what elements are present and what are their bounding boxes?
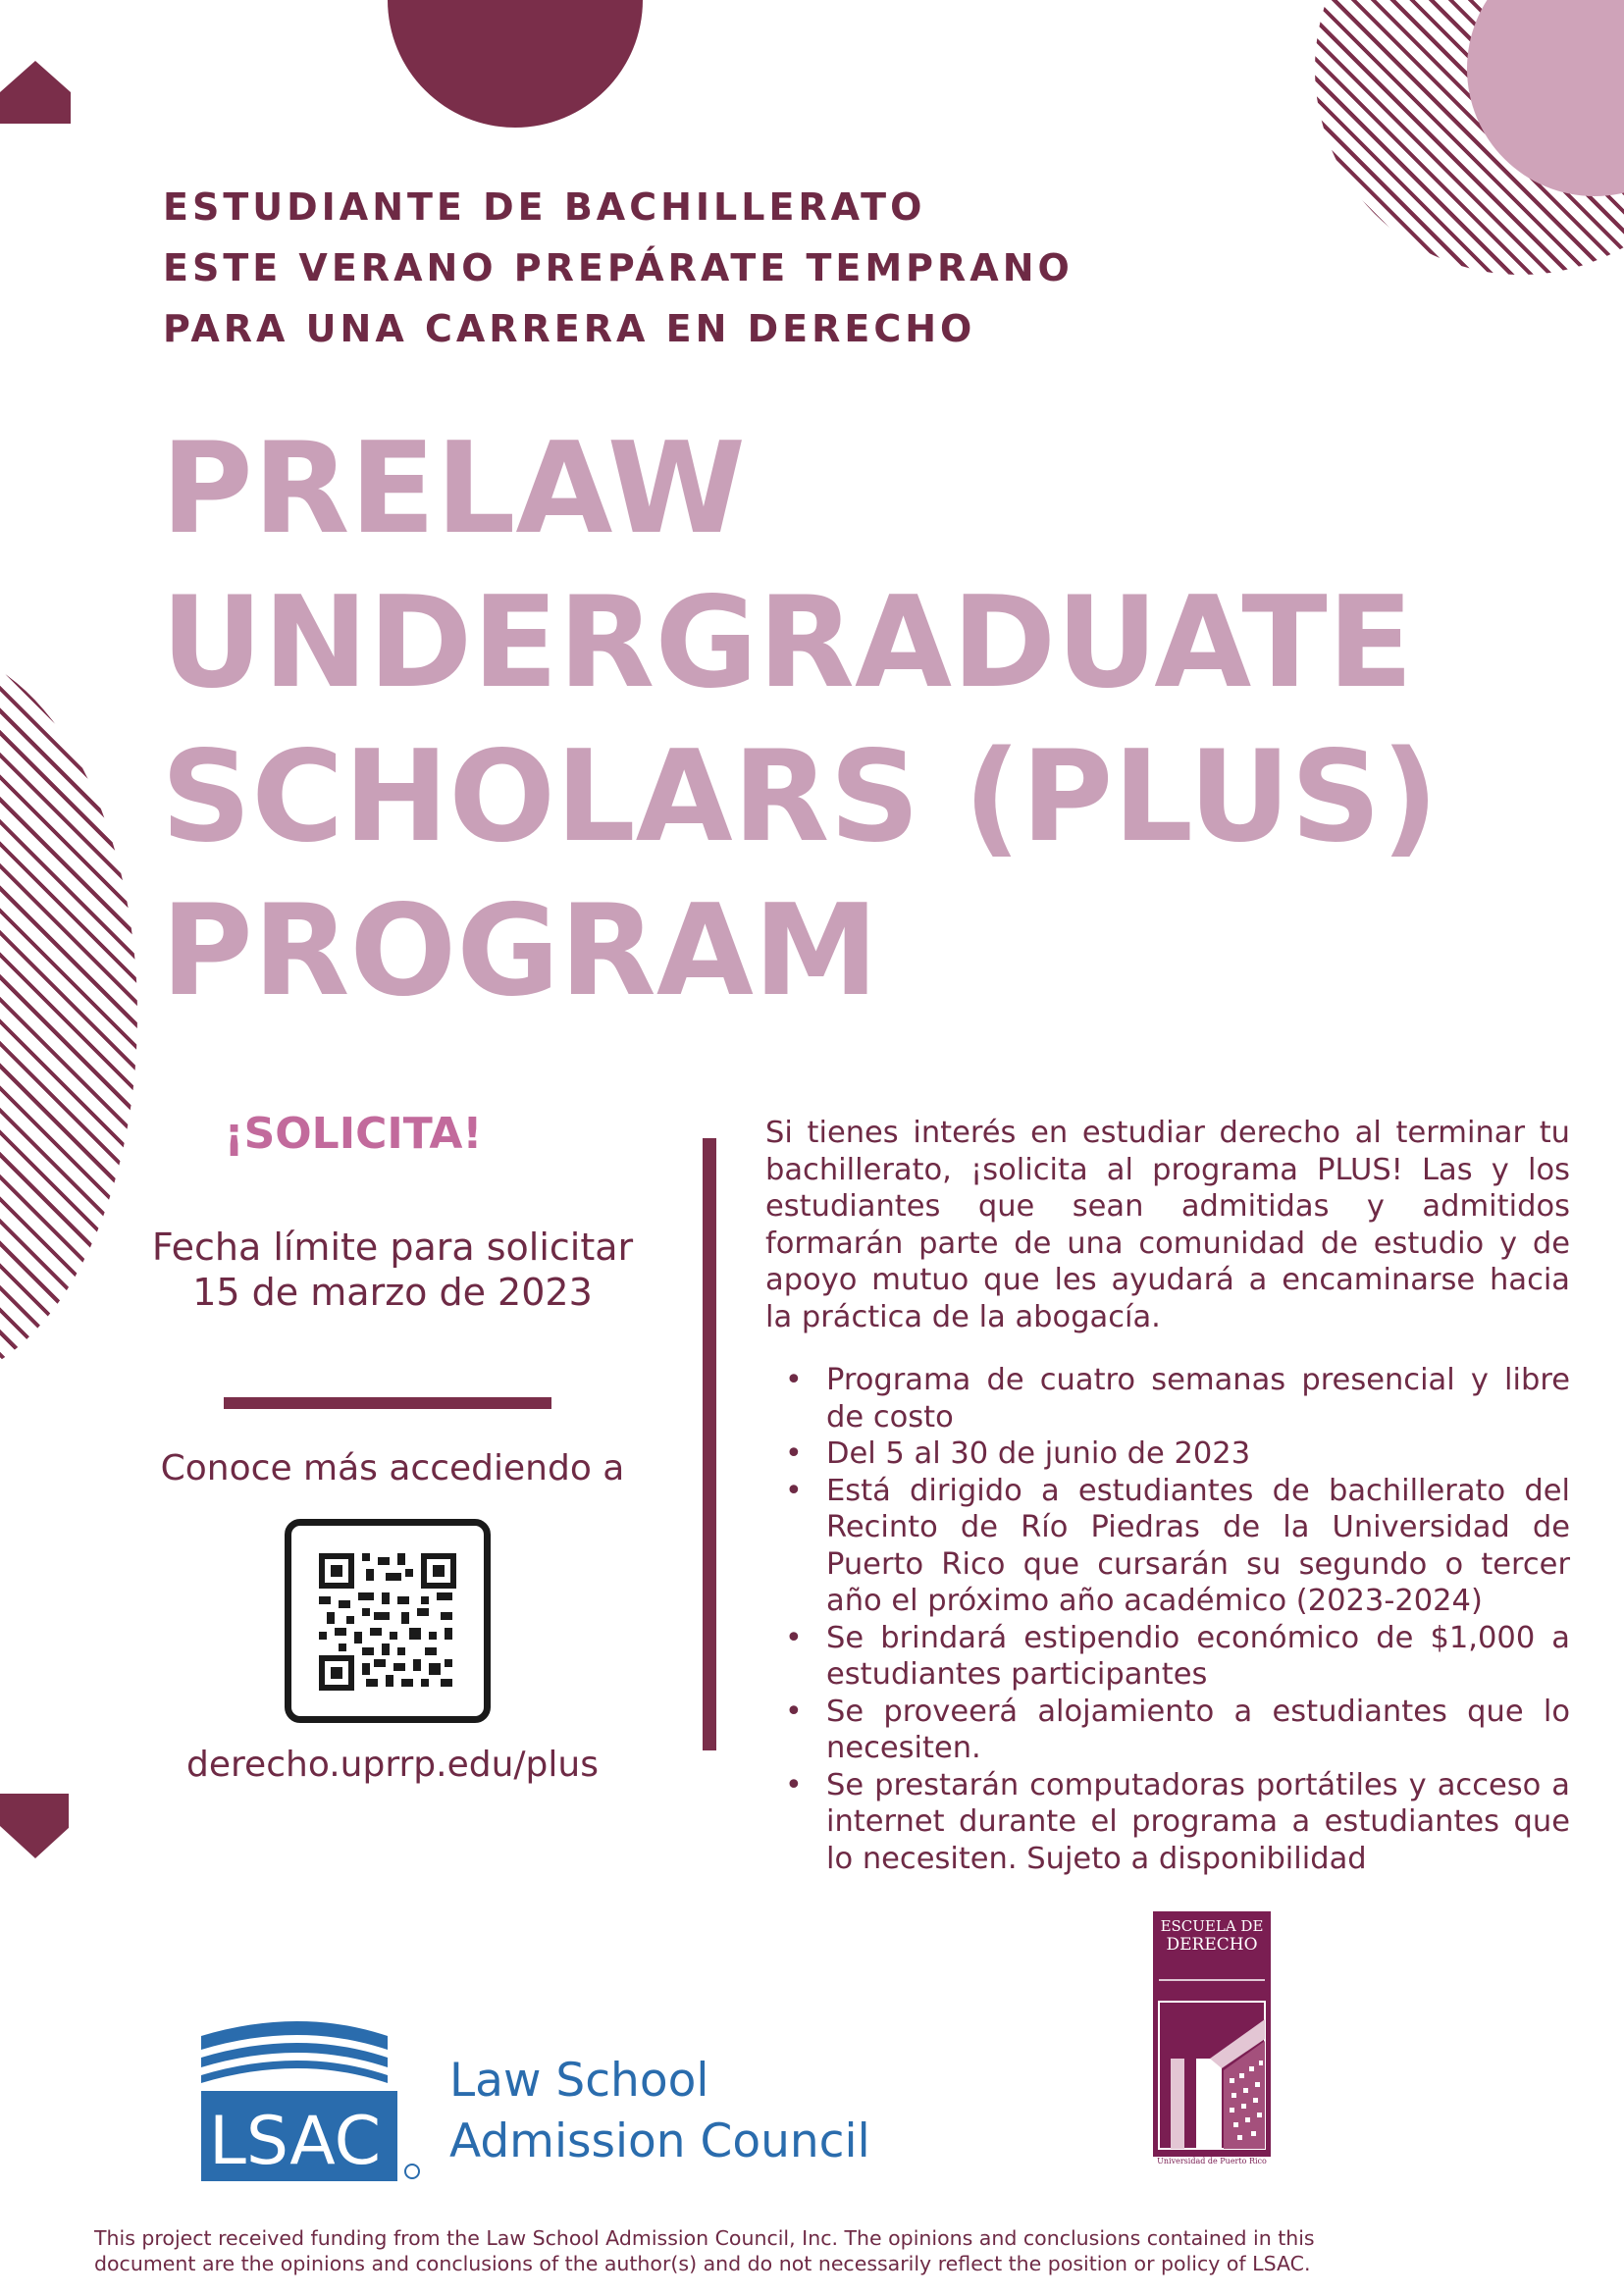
upr-law-school-logo <box>1153 1911 1271 2171</box>
learn-more-text: Conoce más accediendo a <box>160 1448 625 1488</box>
list-item: • Está dirigido a estudiantes de bachillerato del Recinto de Río Piedras de la Universidad de Puerto Rico que cursarán su segundo o tercer año el próximo año académico (2023-2024) <box>826 1473 1570 1620</box>
divider <box>224 1397 551 1409</box>
lsac-name <box>449 2051 870 2172</box>
disclaimer-line: This project received funding from the Law School Admission Council, Inc. The opinions and conclusions contained in this <box>94 2226 1315 2250</box>
list-item: • Se brindará estipendio económico de $1,000 a estudiantes participantes <box>826 1620 1570 1694</box>
list-item: • Se prestarán computadoras portátiles y acceso a internet durante el programa a estudiantes que lo necesiten. Sujeto a disponibilidad <box>826 1767 1570 1878</box>
vertical-divider <box>703 1138 716 1750</box>
upr-logo-line2: DERECHO <box>1166 1935 1258 1955</box>
benefits-list <box>765 1362 1570 1877</box>
upr-logo-caption: Universidad de Puerto Rico <box>1157 2157 1267 2166</box>
website-link[interactable]: derecho.uprrp.edu/plus <box>186 1745 599 1785</box>
lsac-name-line: Admission Council <box>449 2114 870 2168</box>
subheadline-line: ESTUDIANTE DE BACHILLERATO <box>163 185 926 229</box>
decorative-half-circle <box>388 0 643 128</box>
lsac-name-line: Law School <box>449 2054 709 2108</box>
apply-heading: ¡SOLICITA! <box>224 1109 483 1159</box>
deadline <box>108 1225 677 1315</box>
subheadline-line: PARA UNA CARRERA EN DERECHO <box>163 307 976 350</box>
list-item: • Se proveerá alojamiento a estudiantes que lo necesiten. <box>826 1694 1570 1767</box>
qr-code-icon <box>319 1553 456 1691</box>
title-line: SCHOLARS (PLUS) <box>161 724 1439 870</box>
intro-paragraph: Si tienes interés en estudiar derecho al terminar tu bachillerato, ¡solicita al programa PLUS! Las y los estudiantes que sean admitidas y admitidos formarán parte de una comunidad de estudio y de apoyo mutuo que les ayudará a encaminarse hacia la práctica de la abogacía. <box>765 1116 1570 1334</box>
title-line: UNDERGRADUATE <box>161 570 1414 716</box>
lsac-arches-icon <box>201 2007 427 2183</box>
deadline-date: 15 de marzo de 2023 <box>192 1271 593 1314</box>
title-line: PROGRAM <box>161 878 879 1024</box>
title-line: PRELAW <box>161 416 746 562</box>
upr-logo-line1: ESCUELA DE <box>1160 1917 1264 1935</box>
list-item: • Del 5 al 30 de junio de 2023 <box>826 1435 1570 1473</box>
qr-code[interactable] <box>285 1519 491 1723</box>
decorative-triangle-bottom <box>0 1794 69 1858</box>
decorative-triangle-top <box>0 61 71 124</box>
list-item: • Programa de cuatro semanas presencial y libre de costo <box>826 1362 1570 1435</box>
subheadline-line: ESTE VERANO PREPÁRATE TEMPRANO <box>163 246 1074 289</box>
lsac-mark: LSAC <box>209 2103 382 2180</box>
funding-disclaimer <box>94 2225 1546 2276</box>
disclaimer-line: document are the opinions and conclusions of the author(s) and do not necessarily reflect the position or policy of LSAC. <box>94 2252 1311 2275</box>
subheadline <box>163 177 1074 359</box>
deadline-label: Fecha límite para solicitar <box>151 1226 634 1269</box>
program-title <box>161 412 1439 1028</box>
lsac-logo <box>201 2007 427 2183</box>
